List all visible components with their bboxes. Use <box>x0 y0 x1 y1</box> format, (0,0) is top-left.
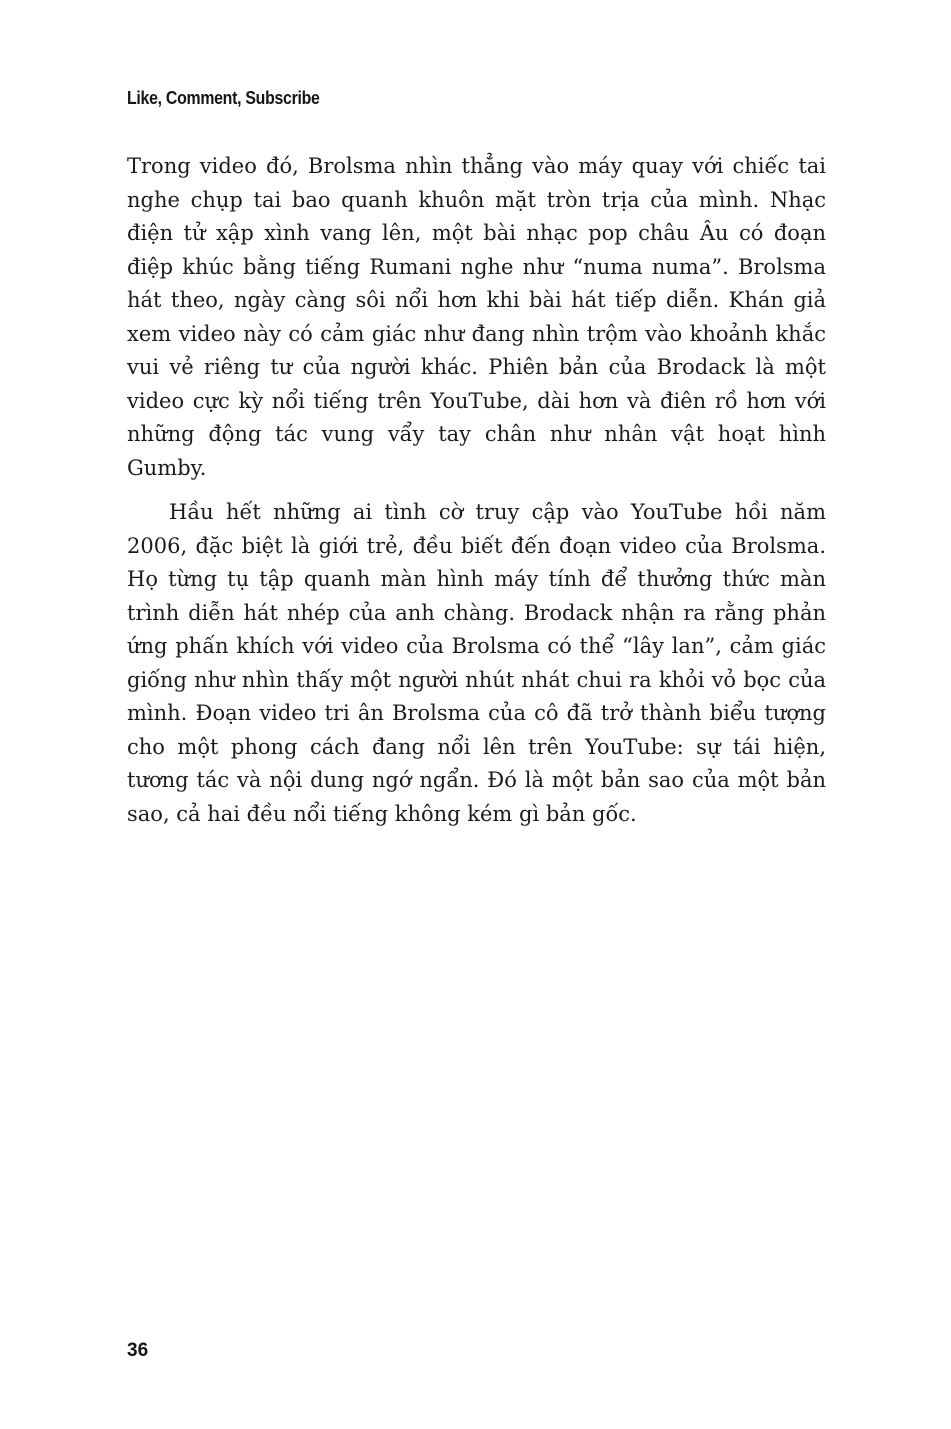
page-body <box>127 150 826 831</box>
page-number: 36 <box>127 1340 149 1361</box>
paragraph-1: Trong video đó, Brolsma nhìn thẳng vào máy quay với chiếc tai nghe chụp tai bao quanh khuôn mặt tròn trịa của mình. Nhạc điện tử xập xình vang lên, một bài nhạc pop châu Âu có đoạn điệp khúc bằng tiếng Rumani nghe như “numa numa”. Brolsma hát theo, ngày càng sôi nổi hơn khi bài hát tiếp diễn. Khán giả xem video này có cảm giác như đang nhìn trộm vào khoảnh khắc vui vẻ riêng tư của người khác. Phiên bản của Brodack là một video cực kỳ nổi tiếng trên YouTube, dài hơn và điên rồ hơn với những động tác vung vẩy tay chân như nhân vật hoạt hình Gumby. <box>127 154 826 480</box>
running-header: Like, Comment, Subscribe <box>127 88 320 108</box>
paragraph-2: Hầu hết những ai tình cờ truy cập vào YouTube hồi năm 2006, đặc biệt là giới trẻ, đều biết đến đoạn video của Brolsma. Họ từng tụ tập quanh màn hình máy tính để thưởng thức màn trình diễn hát nhép của anh chàng. Brodack nhận ra rằng phản ứng phấn khích với video của Brolsma có thể “lây lan”, cảm giác giống như nhìn thấy một người nhút nhát chui ra khỏi vỏ bọc của mình. Đoạn video tri ân Brolsma của cô đã trở thành biểu tượng cho một phong cách đang nổi lên trên YouTube: sự tái hiện, tương tác và nội dung ngớ ngẩn. Đó là một bản sao của một bản sao, cả hai đều nổi tiếng không kém gì bản gốc. <box>127 500 826 826</box>
